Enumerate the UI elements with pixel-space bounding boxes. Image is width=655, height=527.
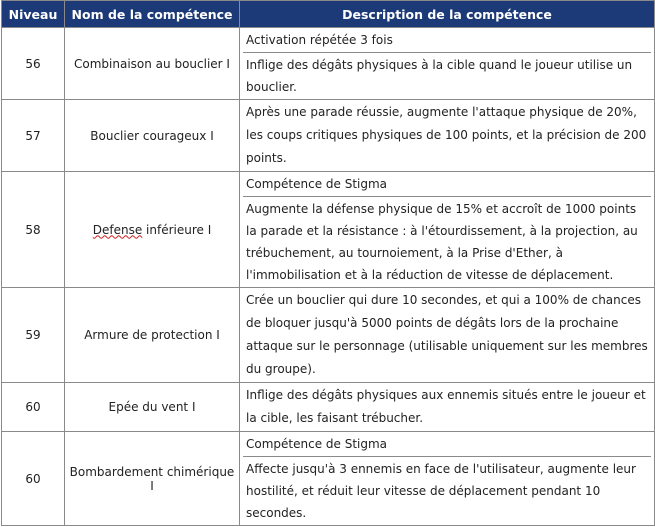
description-cell bbox=[240, 172, 655, 288]
level-cell: 59 bbox=[2, 288, 65, 383]
description-line: Augmente la défense physique de 15% et accroît de 1000 points la parade et la résistance : à l'étourdissement, à la projection, au trébuchement, au tournoiement, à la Prise d'Ether, à l'immobilisation et à la réduction de vitesse de déplacement. bbox=[243, 196, 651, 287]
skill-name-cell: Epée du vent I bbox=[65, 383, 240, 432]
level-cell: 60 bbox=[2, 383, 65, 432]
description-cell bbox=[240, 432, 655, 526]
level-cell: 56 bbox=[2, 28, 65, 100]
description-cell bbox=[240, 100, 655, 172]
table-row bbox=[2, 28, 655, 100]
header-level: Niveau bbox=[2, 1, 65, 28]
description-line: Compétence de Stigma bbox=[246, 437, 388, 451]
table-row bbox=[2, 100, 655, 172]
skills-table bbox=[1, 0, 655, 526]
table-row bbox=[2, 288, 655, 383]
table-row bbox=[2, 432, 655, 526]
description-line: Crée un bouclier qui dure 10 secondes, et qui a 100% de chances de bloquer jusqu'à 5000 points de dégâts lors de la prochaine attaque sur le personnage (utilisable uniquement sur les membres du groupe). bbox=[246, 293, 648, 376]
description-cell bbox=[240, 28, 655, 100]
skill-name-cell bbox=[65, 172, 240, 288]
skill-name-rest: inférieure I bbox=[142, 222, 212, 237]
description-cell bbox=[240, 383, 655, 432]
description-line: Inflige des dégâts physiques à la cible quand le joueur utilise un bouclier. bbox=[243, 52, 651, 99]
header-description: Description de la compétence bbox=[240, 1, 655, 28]
skill-name-cell: Bouclier courageux I bbox=[65, 100, 240, 172]
description-line: Affecte jusqu'à 3 ennemis en face de l'utilisateur, augmente leur hostilité, et réduit leur vitesse de déplacement pendant 10 secondes. bbox=[243, 456, 651, 525]
table-row bbox=[2, 383, 655, 432]
description-line: Activation répétée 3 fois bbox=[246, 33, 393, 47]
skill-name-cell: Bombardement chimérique I bbox=[65, 432, 240, 526]
skill-name-cell: Armure de protection I bbox=[65, 288, 240, 383]
description-cell bbox=[240, 288, 655, 383]
description-line: Après une parade réussie, augmente l'attaque physique de 20%, les coups critiques physiques de 100 points, et la précision de 200 points. bbox=[246, 105, 647, 165]
level-cell: 60 bbox=[2, 432, 65, 526]
header-name: Nom de la compétence bbox=[65, 1, 240, 28]
description-line: Compétence de Stigma bbox=[246, 177, 388, 191]
description-line: Inflige des dégâts physiques aux ennemis situés entre le joueur et la cible, les faisant trébucher. bbox=[246, 388, 646, 425]
level-cell: 58 bbox=[2, 172, 65, 288]
misspelled-word: Defense bbox=[92, 222, 143, 237]
table-header-row bbox=[2, 1, 655, 28]
skill-name-cell: Combinaison au bouclier I bbox=[65, 28, 240, 100]
level-cell: 57 bbox=[2, 100, 65, 172]
table-row bbox=[2, 172, 655, 288]
